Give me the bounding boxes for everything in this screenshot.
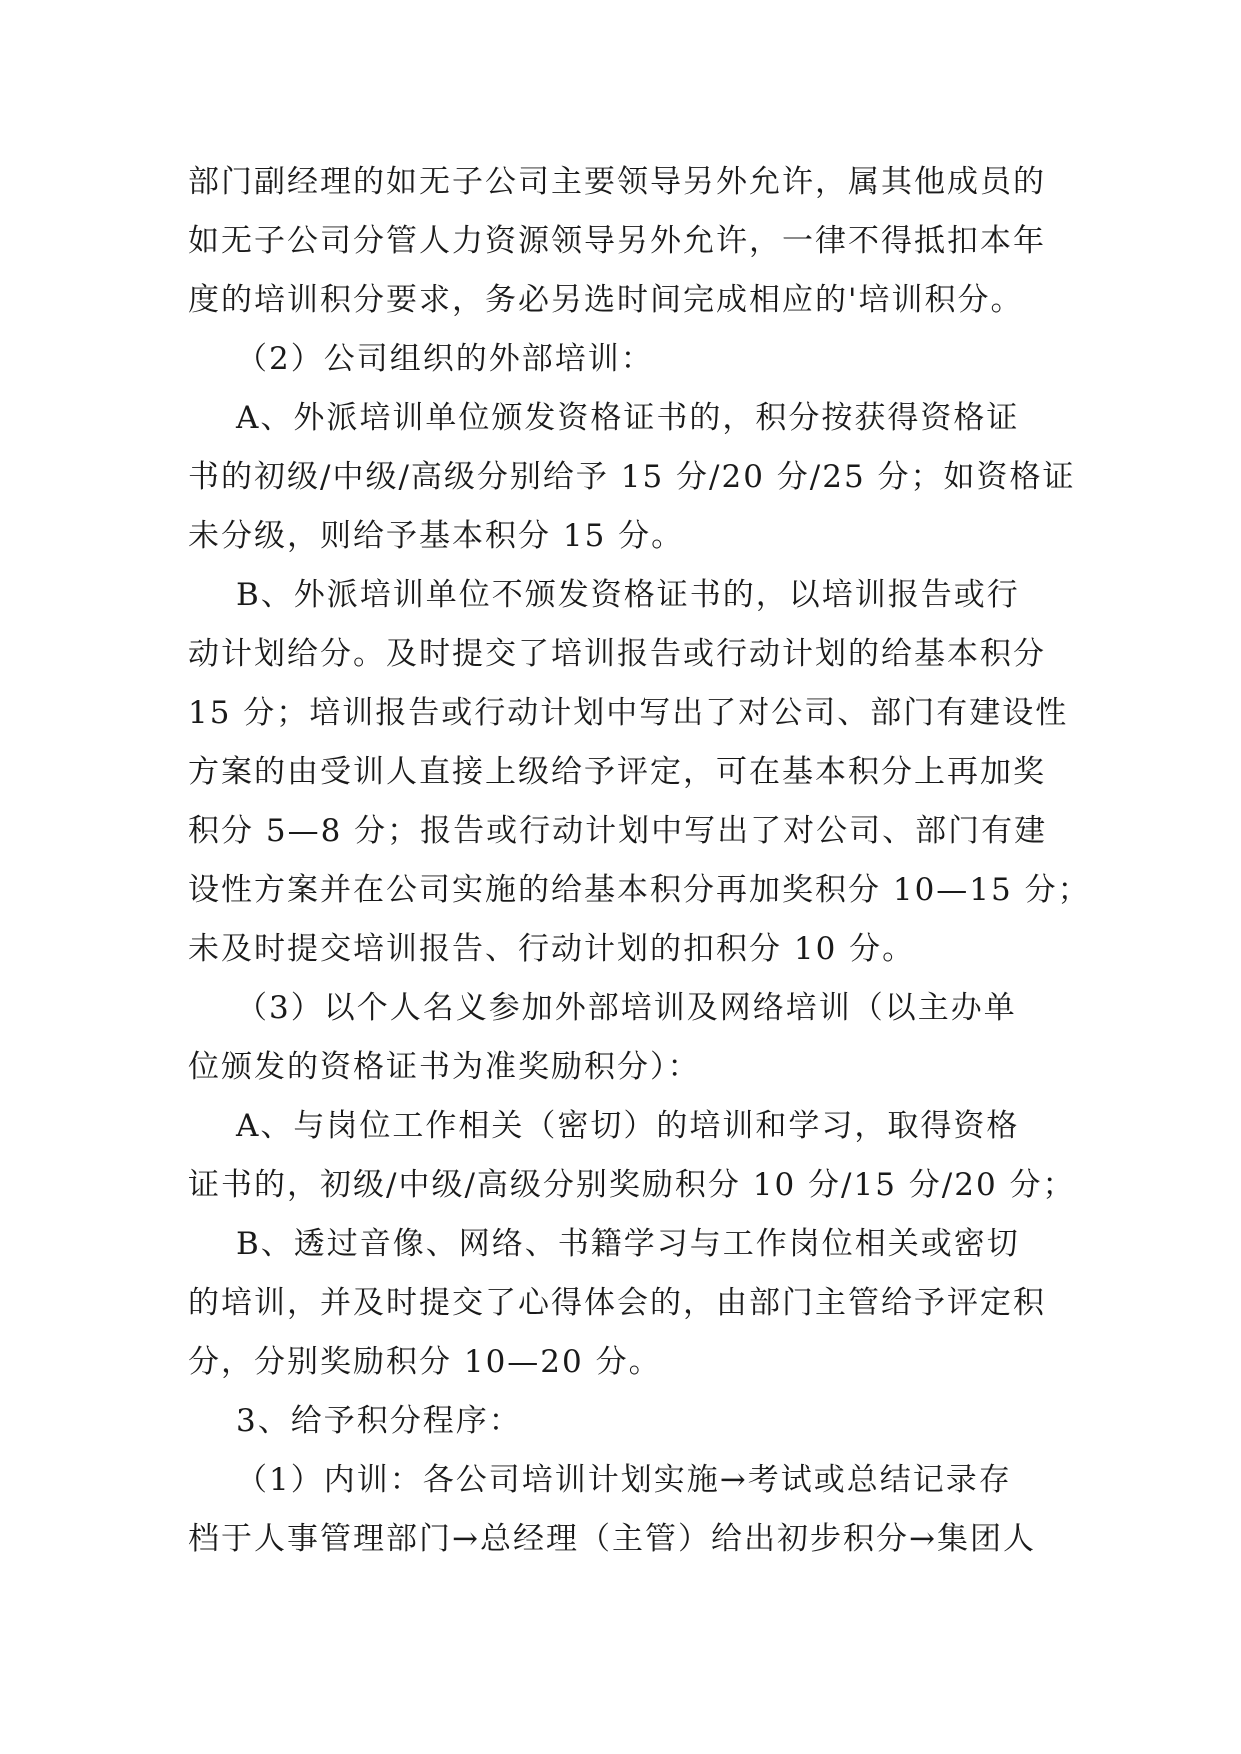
paragraph-line: 档于人事管理部门→总经理（主管）给出初步积分→集团人	[188, 1521, 1036, 1557]
paragraph-line: A、与岗位工作相关（密切）的培训和学习，取得资格	[236, 1108, 1020, 1144]
paragraph-line: 积分 5—8 分；报告或行动计划中写出了对公司、部门有建	[188, 813, 1048, 849]
paragraph-line: 如无子公司分管人力资源领导另外允许，一律不得抵扣本年	[188, 223, 1046, 259]
paragraph-line: 部门副经理的如无子公司主要领导另外允许，属其他成员的	[188, 164, 1046, 200]
paragraph-line: A、外派培训单位颁发资格证书的，积分按获得资格证	[236, 400, 1020, 436]
paragraph-line: 动计划给分。及时提交了培训报告或行动计划的给基本积分	[188, 636, 1046, 672]
section-heading: （3）以个人名义参加外部培训及网络培训（以主办单	[236, 990, 1017, 1026]
paragraph-line: 分，分别奖励积分 10—20 分。	[188, 1344, 662, 1380]
paragraph-line: 的培训，并及时提交了心得体会的，由部门主管给予评定积	[188, 1285, 1046, 1321]
paragraph-line: 位颁发的资格证书为准奖励积分）：	[188, 1049, 701, 1085]
paragraph-line: 未及时提交培训报告、行动计划的扣积分 10 分。	[188, 931, 916, 967]
paragraph-line: B、透过音像、网络、书籍学习与工作岗位相关或密切	[236, 1226, 1020, 1262]
paragraph-line: 15 分；培训报告或行动计划中写出了对公司、部门有建设性	[188, 695, 1069, 731]
section-heading: （2）公司组织的外部培训：	[236, 341, 654, 377]
paragraph-line: 证书的，初级/中级/高级分别奖励积分 10 分/15 分/20 分；	[188, 1167, 1076, 1203]
section-heading: 3、给予积分程序：	[236, 1403, 522, 1439]
paragraph-line: 度的培训积分要求，务必另选时间完成相应的'培训积分。	[188, 282, 1024, 318]
paragraph-line: 未分级，则给予基本积分 15 分。	[188, 518, 685, 554]
paragraph-line: 方案的由受训人直接上级给予评定，可在基本积分上再加奖	[188, 754, 1046, 790]
document-body	[188, 153, 1091, 1569]
paragraph-line: 设性方案并在公司实施的给基本积分再加奖积分 10—15 分；	[188, 872, 1091, 908]
paragraph-line: B、外派培训单位不颁发资格证书的，以培训报告或行	[236, 577, 1020, 613]
paragraph-line: 书的初级/中级/高级分别给予 15 分/20 分/25 分；如资格证	[188, 459, 1076, 495]
paragraph-line: （1）内训：各公司培训计划实施→考试或总结记录存	[236, 1462, 1012, 1498]
